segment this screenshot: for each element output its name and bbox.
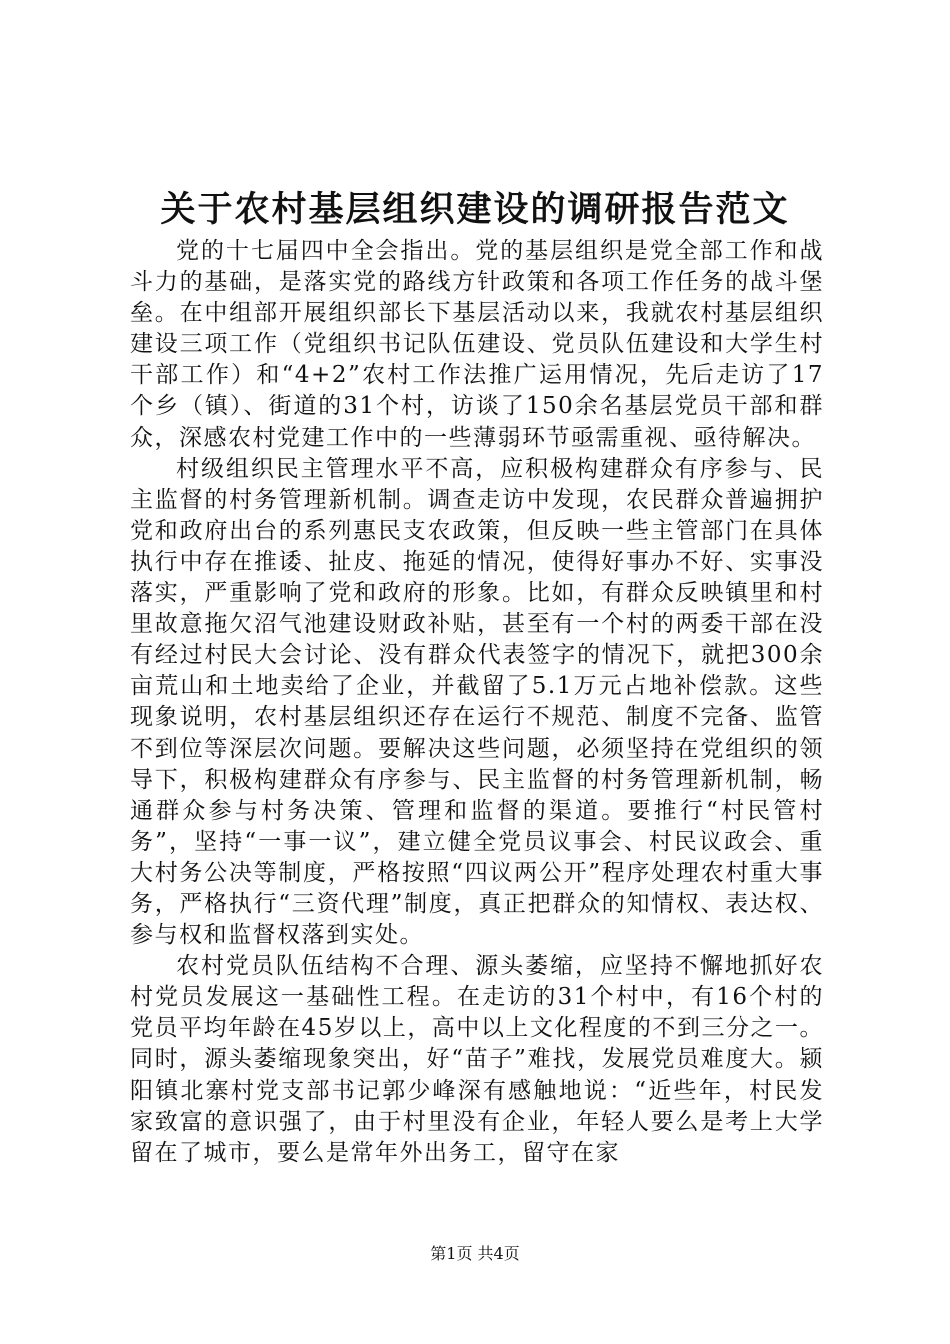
document-body	[130, 236, 824, 1169]
paragraph: 农村党员队伍结构不合理、源头萎缩，应坚持不懈地抓好农村党员发展这一基础性工程。在走访的31个村中，有16个村的党员平均年龄在45岁以上，高中以上文化程度的不到三分之一。同时，源头萎缩现象突出，好“苗子”难找，发展党员难度大。颍阳镇北寨村党支部书记郭少峰深有感触地说：“近些年，村民发家致富的意识强了，由于村里没有企业，年轻人要么是考上大学留在了城市，要么是常年外出务工，留守在家	[130, 953, 824, 1166]
paragraph: 村级组织民主管理水平不高，应积极构建群众有序参与、民主监督的村务管理新机制。调查走访中发现，农民群众普遍拥护党和政府出台的系列惠民支农政策，但反映一些主管部门在具体执行中存在推诿、扯皮、拖延的情况，使得好事办不好、实事没落实，严重影响了党和政府的形象。比如，有群众反映镇里和村里故意拖欠沼气池建设财政补贴，甚至有一个村的两委干部在没有经过村民大会讨论、没有群众代表签字的情况下，就把300余亩荒山和土地卖给了企业，并截留了5.1万元占地补偿款。这些现象说明，农村基层组织还存在运行不规范、制度不完备、监管不到位等深层次问题。要解决这些问题，必须坚持在党组织的领导下，积极构建群众有序参与、民主监督的村务管理新机制，畅通群众参与村务决策、管理和监督的渠道。要推行“村民管村务”，坚持“一事一议”，建立健全党员议事会、村民议政会、重大村务公决等制度，严格按照“四议两公开”程序处理农村重大事务，严格执行“三资代理”制度，真正把群众的知情权、表达权、参与权和监督权落到实处。	[130, 455, 824, 949]
page-footer: 第1页 共4页	[430, 1244, 520, 1263]
paragraph: 党的十七届四中全会指出。党的基层组织是党全部工作和战斗力的基础，是落实党的路线方针政策和各项工作任务的战斗堡垒。在中组部开展组织部长下基层活动以来，我就农村基层组织建设三项工作（党组织书记队伍建设、党员队伍建设和大学生村干部工作）和“4+2”农村工作法推广运用情况，先后走访了17个乡（镇）、街道的31个村，访谈了150余名基层党员干部和群众，深感农村党建工作中的一些薄弱环节亟需重视、亟待解决。	[130, 238, 824, 451]
document-title: 关于农村基层组织建设的调研报告范文	[160, 189, 790, 230]
